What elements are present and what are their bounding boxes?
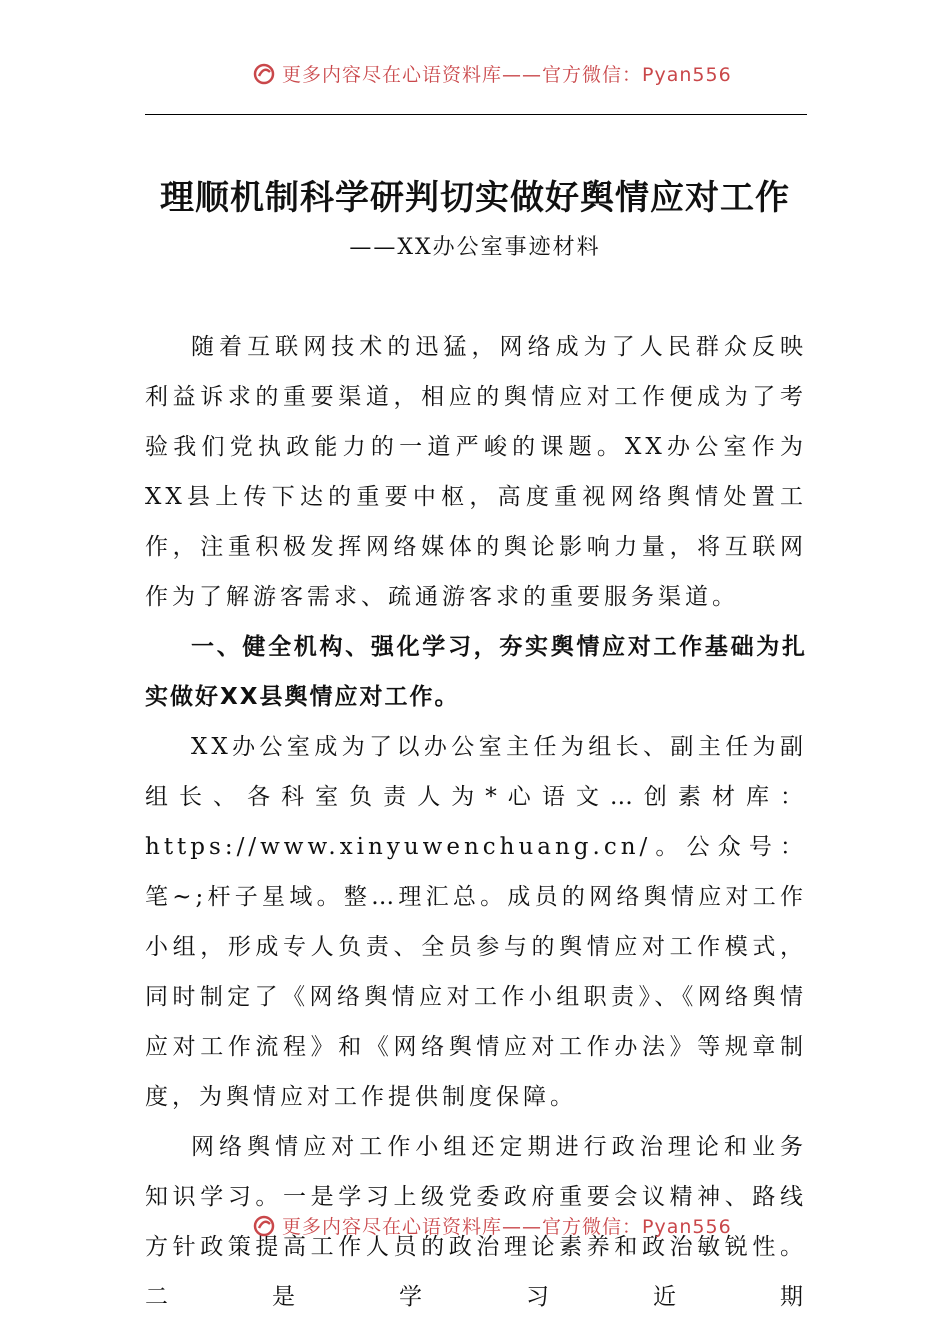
footer-watermark <box>0 1206 950 1240</box>
header-rule <box>145 114 807 115</box>
watermark-logo-icon <box>252 1214 276 1238</box>
watermark-text: 更多内容尽在心语资料库——官方微信：Pyan556 <box>282 1216 732 1238</box>
section-heading-1: 一、健全机构、强化学习，夯实舆情应对工作基础为扎实做好XX县舆情应对工作。 <box>145 634 807 710</box>
paragraph-study: 网络舆情应对工作小组还定期进行政治理论和业务知识学习。一是学习上级党委政府重要会议精神、路线方针政策提高工作人员的政治理论素养和政治敏锐性。二是学习近期 <box>145 1134 807 1310</box>
header-watermark <box>0 54 950 88</box>
watermark-logo-icon <box>252 62 276 86</box>
paragraph-organization: XX办公室成为了以办公室主任为组长、副主任为副组长、各科室负责人为*心语文…创素材库：https://www.xinyuwenchuang.cn/。公众号：笔~;杆子星域。整…理汇总。成员的网络舆情应对工作小组，形成专人负责、全员参与的舆情应对工作模式，同时制定了《网络舆情应对工作小组职责》、《网络舆情应对工作流程》和《网络舆情应对工作办法》等规章制度，为舆情应对工作提供制度保障。 <box>145 734 807 1110</box>
watermark <box>252 60 732 87</box>
document-title: 理顺机制科学研判切实做好舆情应对工作 <box>160 178 790 218</box>
document-body <box>145 322 807 1322</box>
watermark-text: 更多内容尽在心语资料库——官方微信：Pyan556 <box>282 64 732 86</box>
paragraph-intro: 随着互联网技术的迅猛，网络成为了人民群众反映利益诉求的重要渠道，相应的舆情应对工作便成为了考验我们党执政能力的一道严峻的课题。XX办公室作为XX县上传下达的重要中枢，高度重视网络舆情处置工作，注重积极发挥网络媒体的舆论影响力量，将互联网作为了解游客需求、疏通游客求的重要服务渠道。 <box>145 334 807 610</box>
watermark <box>252 1212 732 1239</box>
document-subtitle: ——XX办公室事迹材料 <box>349 235 601 260</box>
